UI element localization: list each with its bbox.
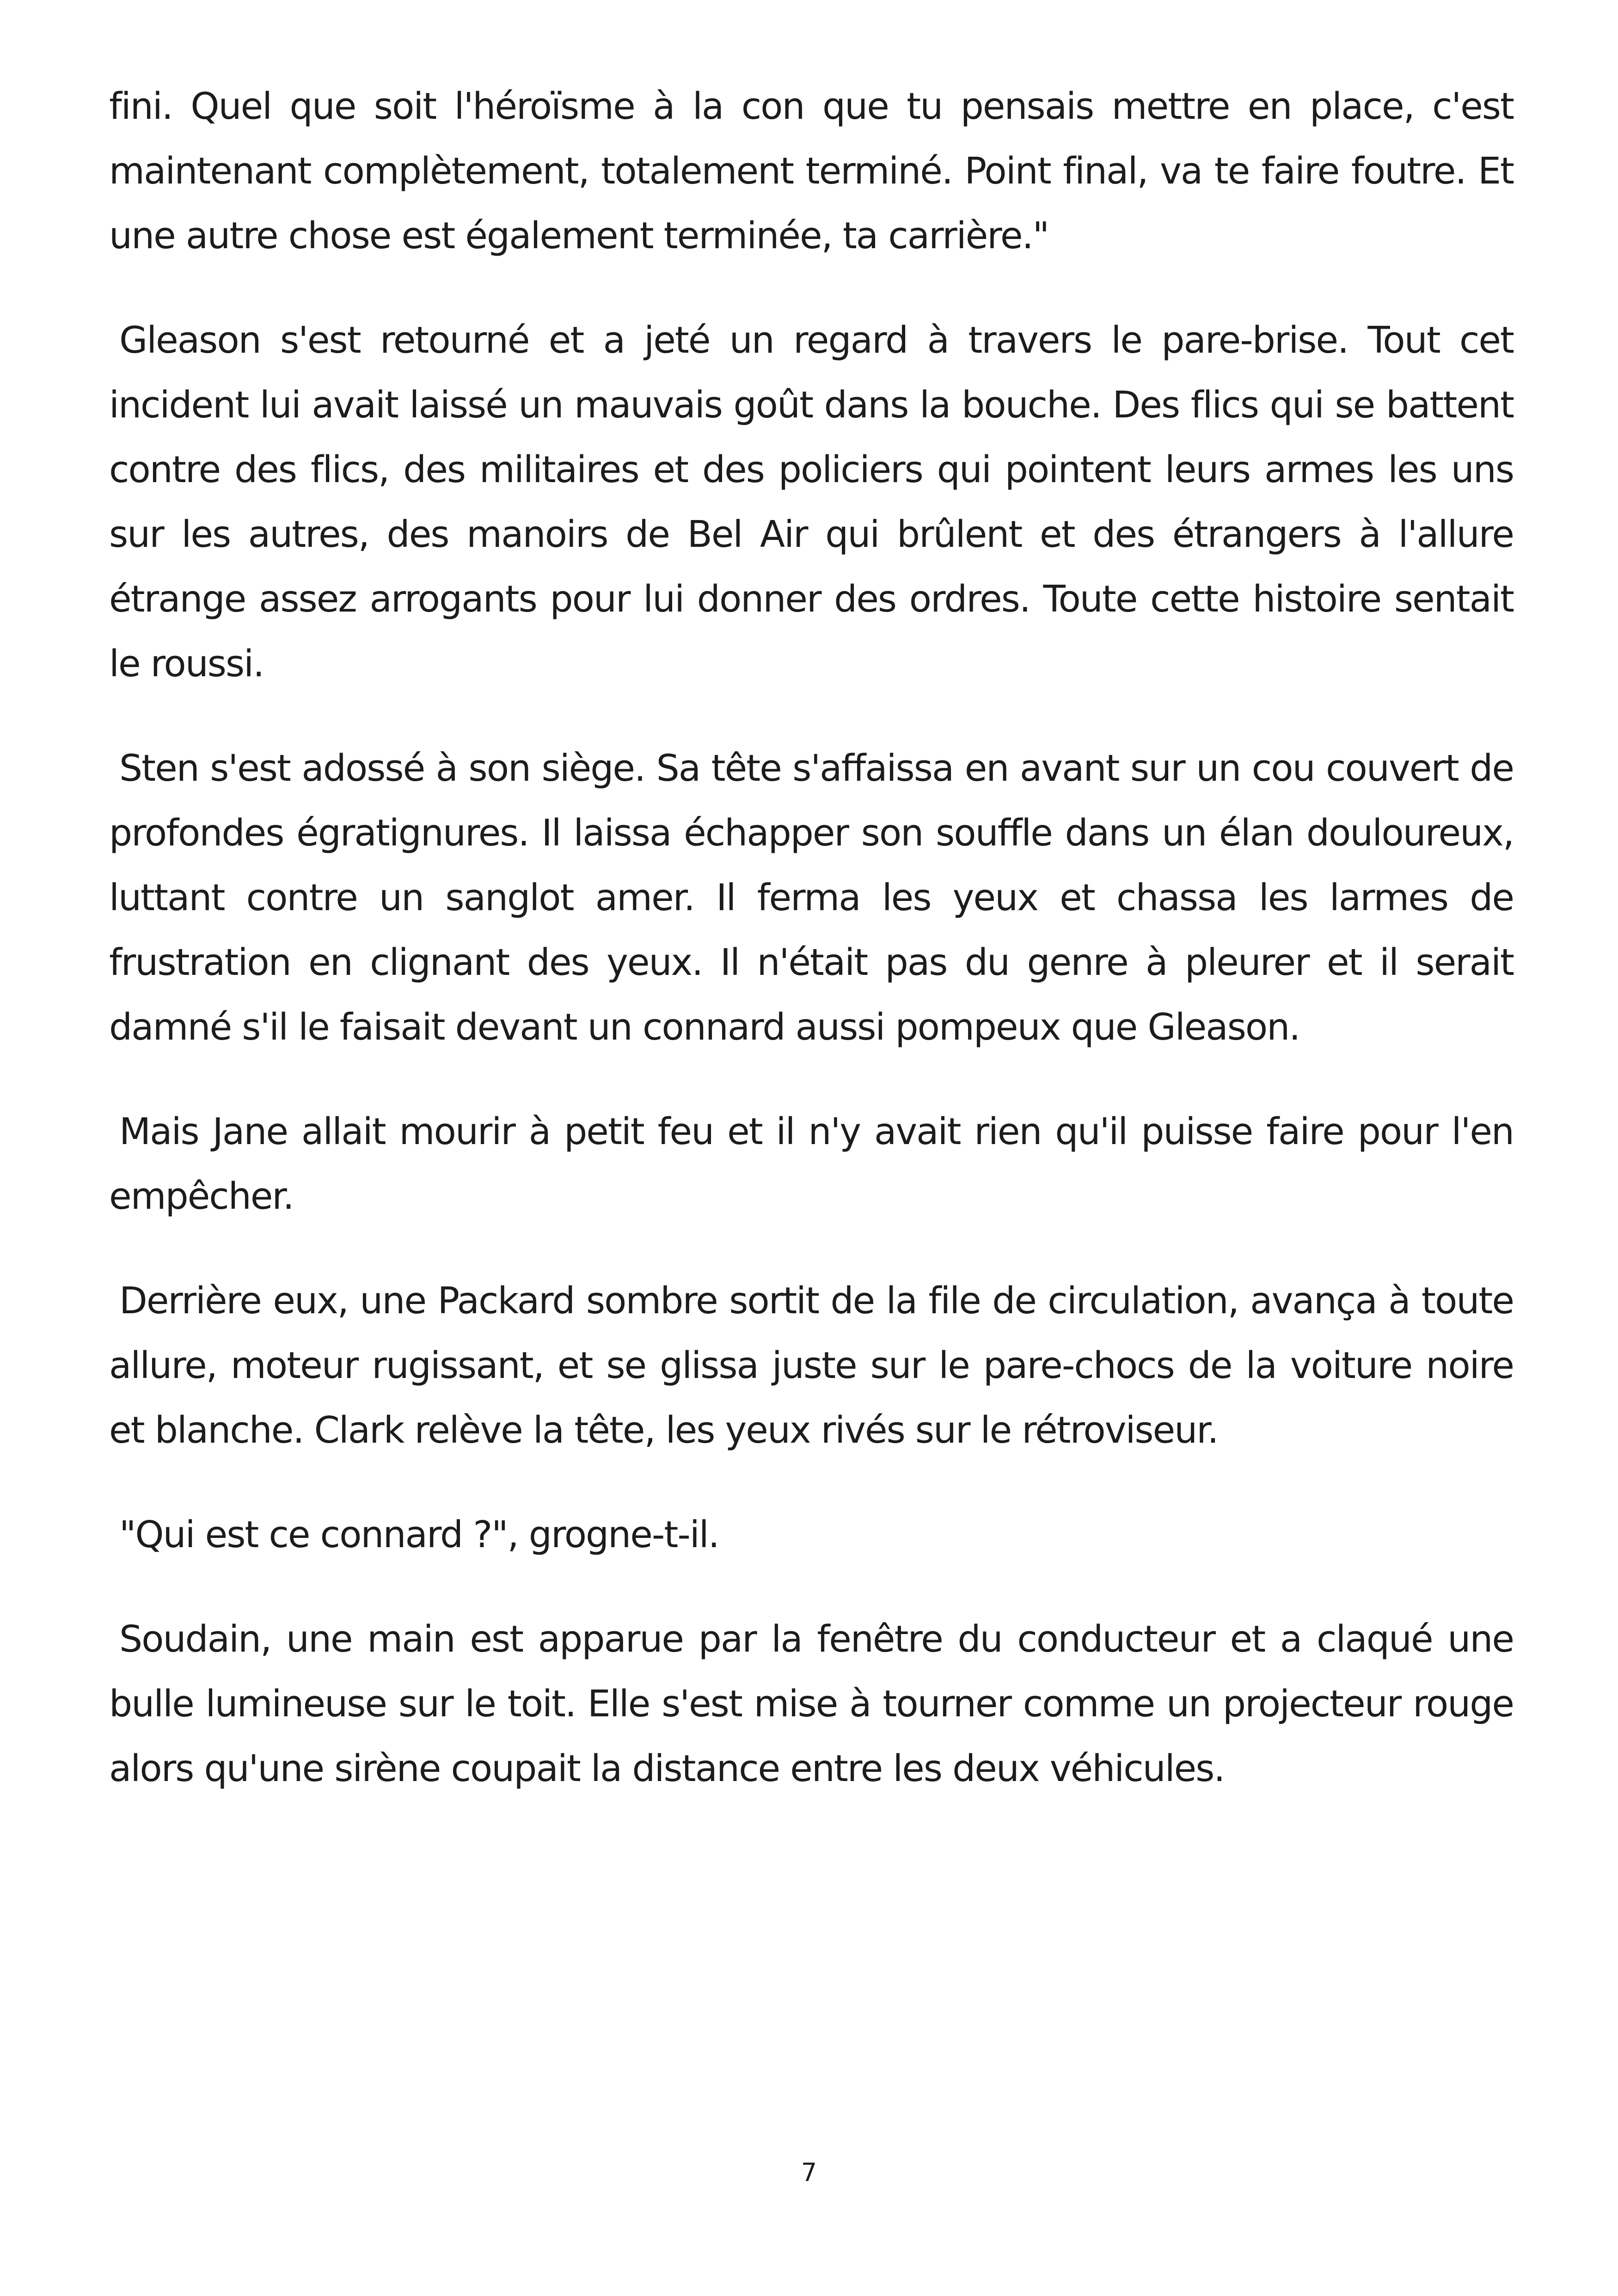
paragraph: Mais Jane allait mourir à petit feu et il n'y avait rien qu'il puisse faire pour l'en empêcher. (109, 1110, 1514, 1218)
paragraph: Sten s'est adossé à son siège. Sa tête s'affaissa en avant sur un cou couvert de profondes égratignures. Il laissa échapper son souffle dans un élan douloureux, luttant contre un sanglot amer. Il ferma les yeux et chassa les larmes de frustration en clignant des yeux. Il n'était pas du genre à pleurer et il serait damné s'il le faisait devant un connard aussi pompeux que Gleason. (109, 747, 1514, 1048)
paragraph: Derrière eux, une Packard sombre sortit de la file de circulation, avança à toute allure, moteur rugissant, et se glissa juste sur le pare-chocs de la voiture noire et blanche. Clark relève la tête, les yeux rivés sur le rétroviseur. (109, 1280, 1514, 1451)
page-body (109, 74, 1514, 1841)
page-number: 7 (801, 2158, 817, 2187)
paragraph: fini. Quel que soit l'héroïsme à la con que tu pensais mettre en place, c'est maintenant complètement, totalement terminé. Point final, va te faire foutre. Et une autre chose est également terminée, ta carrière." (109, 85, 1514, 257)
paragraph: Soudain, une main est apparue par la fenêtre du conducteur et a claqué une bulle lumineuse sur le toit. Elle s'est mise à tourner comme un projecteur rouge alors qu'une sirène coupait la distance entre les deux véhicules. (109, 1618, 1514, 1790)
paragraph: Gleason s'est retourné et a jeté un regard à travers le pare-brise. Tout cet incident lui avait laissé un mauvais goût dans la bouche. Des flics qui se battent contre des flics, des militaires et des policiers qui pointent leurs armes les uns sur les autres, des manoirs de Bel Air qui brûlent et des étrangers à l'allure étrange assez arrogants pour lui donner des ordres. Toute cette histoire sentait le roussi. (109, 319, 1514, 685)
paragraph: "Qui est ce connard ?", grogne-t-il. (119, 1513, 719, 1556)
